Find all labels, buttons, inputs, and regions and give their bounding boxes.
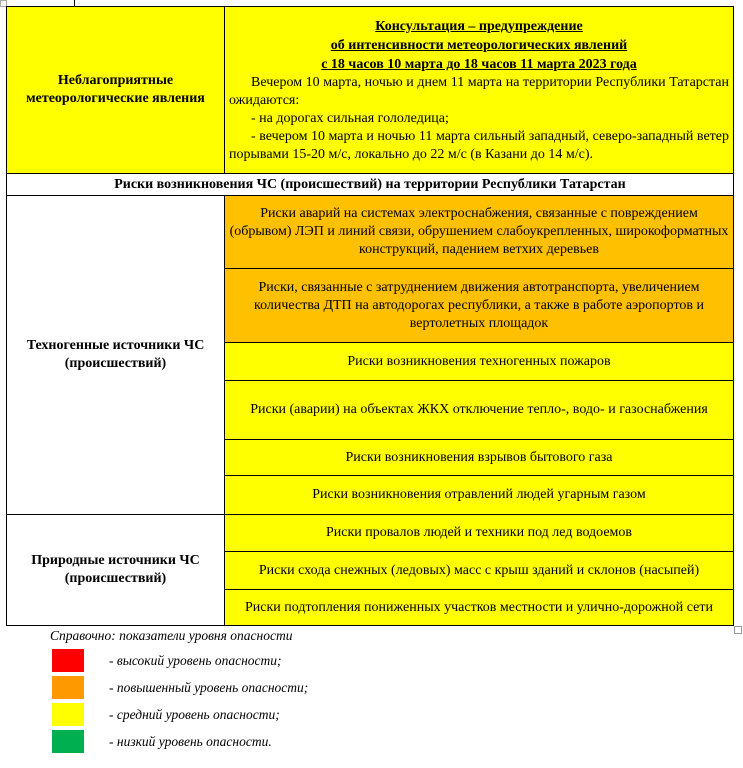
legend-label: - средний уровень опасности; [109,706,280,722]
legend-item-low [50,728,308,755]
legend-item-medium [50,701,308,728]
risk-gas-explosions: Риски возникновения взрывов бытового газа [225,440,734,476]
forecast-cell [225,7,734,174]
risk-traffic: Риски, связанные с затруднением движения автотранспорта, увеличением количества ДТП на автодорогах республики, а также в работе аэропортов и вертолетных площадок [225,269,734,343]
legend-item-elevated [50,674,308,701]
risks-header: Риски возникновения ЧС (происшествий) на территории Республики Татарстан [7,174,734,196]
forecast-title-3: с 18 часов 10 марта до 18 часов 11 марта 2023 года [321,56,637,72]
paragraph-end-marker [734,626,742,634]
orange-swatch-icon [52,676,84,699]
forecast-title-1: Консультация – предупреждение [375,18,583,34]
red-swatch-icon [52,649,84,672]
forecast-item-wind: - вечером 10 марта и ночью 11 марта сильный западный, северо-западный ветер порывами 15-20 м/с, локально до 22 м/с (в Казани до 14 м/с). [229,128,729,162]
legend-item-high [50,647,308,674]
legend [50,628,308,755]
risk-snow-slide: Риски схода снежных (ледовых) масс с крыш зданий и склонов (насыпей) [225,552,734,590]
technogenic-label: Техногенные источники ЧС (происшествий) [7,196,225,515]
forecast-row [7,7,734,174]
risk-co-poisoning: Риски возникновения отравлений людей угарным газом [225,476,734,515]
natural-label: Природные источники ЧС (происшествий) [7,515,225,626]
risks-header-row [7,174,734,196]
forecast-title-2: об интенсивности метеорологических явлений [330,37,628,53]
yellow-swatch-icon [52,703,84,726]
table-row [7,515,734,552]
risk-utilities: Риски (аварии) на объектах ЖКХ отключение тепло-, водо- и газоснабжения [225,381,734,440]
risk-table [6,6,734,626]
legend-label: - повышенный уровень опасности; [109,679,309,695]
risk-ice-fall: Риски провалов людей и техники под лед водоемов [225,515,734,552]
forecast-item-ice: - на дорогах сильная гололедица; [251,110,449,126]
green-swatch-icon [52,730,84,753]
risk-flooding: Риски подтопления пониженных участков местности и улично-дорожной сети [225,590,734,626]
forecast-intro: Вечером 10 марта, ночью и днем 11 марта на территории Республики Татарстан ожидаются: [229,74,729,108]
legend-label: - высокий уровень опасности; [109,652,282,668]
forecast-label: Неблагоприятные метеорологические явления [7,7,225,174]
legend-label: - низкий уровень опасности. [109,733,272,749]
risk-power-lines: Риски аварий на системах электроснабжения, связанные с повреждением (обрывом) ЛЭП и линий связи, обрушением слабоукрепленных, широкоформатных конструкций, падением ветхих деревьев [225,196,734,269]
table-row [7,196,734,269]
legend-title: Справочно: показатели уровня опасности [50,628,293,643]
risk-fires: Риски возникновения техногенных пожаров [225,343,734,381]
